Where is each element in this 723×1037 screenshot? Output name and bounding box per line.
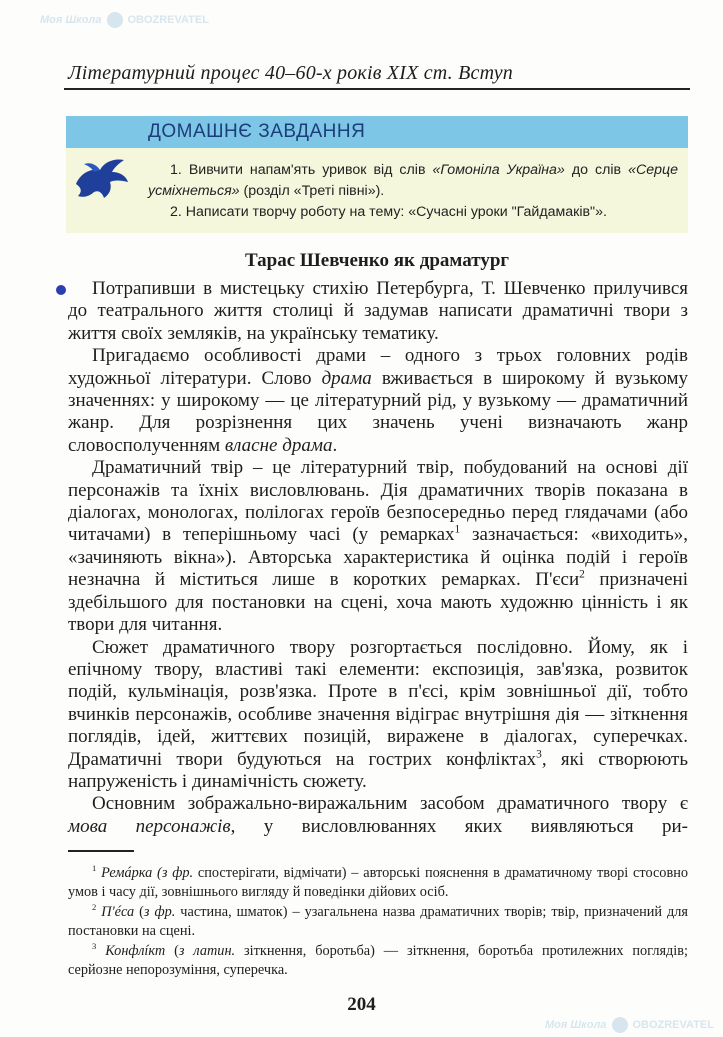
footnote <box>68 864 688 903</box>
text-run: вживається в широкому й вузькому значеннях: у широкому — це літературний рід, у вузькому — драматичний жанр. Для розрізнення цих значень учені визначають жанр словосполученням <box>68 367 688 456</box>
footnote-ref: 2 <box>579 568 585 581</box>
watermark-school: Моя Школа <box>545 1018 607 1031</box>
watermark-brand: OBOZREVATEL <box>127 13 209 26</box>
paragraph <box>68 278 688 345</box>
homework-box <box>66 116 688 233</box>
homework-title: ДОМАШНЄ ЗАВДАННЯ <box>148 121 366 142</box>
footnote-ref: 3 <box>536 748 542 761</box>
footnote-rule <box>68 850 134 852</box>
text-run <box>96 943 105 959</box>
footnote-ref: 1 <box>92 862 97 873</box>
footnote-ref: 1 <box>454 524 461 537</box>
text-run: , які створюють напруженість і динамічність сюжету. <box>68 748 688 792</box>
text-run: Драматичний твір – це літературний твір, побудований на основі дії персонажів та їхніх висловлювань. Дія драматичних творів показана в діалогах, монологах, полілогах героїв безпосередньо перед глядачами (або читачами) в теперішньому часі (у ремарках <box>68 457 688 546</box>
footnote-ref: 2 <box>92 901 97 912</box>
text-run: ( <box>134 903 144 920</box>
italic-term: Ремáрка (з фр. <box>101 864 194 881</box>
italic-term: з фр. <box>143 903 176 920</box>
footnotes <box>68 864 688 981</box>
footnote <box>68 903 688 942</box>
running-head: Літературний процес 40–60-х років XIX ст. Вступ <box>68 62 513 84</box>
footnote-ref: 3 <box>92 940 97 951</box>
watermark-school: Моя Школа <box>40 13 102 26</box>
italic-term: «Серце усміхнеться» <box>148 162 678 199</box>
italic-term: П'éса <box>101 903 135 920</box>
text-run: спостерігати, відмічати) – авторські пояснення в драматичному творі стосовно умов і часу дії, зовнішнього вигляду й поведінки дійових осіб. <box>68 864 688 901</box>
text-run: Потрапивши в мистецьку стихію Петербурга, Т. Шевченко прилучився до театрального життя столиці й задумав написати драматичні твори з життя своїх земляків, на українську тематику. <box>68 278 688 344</box>
body-section <box>66 278 688 838</box>
homework-title-band <box>66 116 688 148</box>
paragraph <box>68 457 688 636</box>
body-text <box>68 278 688 838</box>
text-run: (розділ «Треті півні»). <box>239 183 385 199</box>
italic-term: з латин. <box>178 942 236 959</box>
text-run: зазначається: «виходить», «зачиняють вікна»). Авторська характеристика й оцінка подій і героїв незначна й міститься лише в коротких ремарках. П'єси <box>68 524 688 591</box>
homework-list <box>148 160 678 223</box>
italic-term: власне драма <box>224 434 333 456</box>
text-run: 2. Написати творчу роботу на тему: «Сучасні уроки "Гайдамаків"». <box>170 204 607 220</box>
homework-item <box>148 160 678 202</box>
text-run: ( <box>165 942 179 959</box>
paragraph <box>68 793 688 838</box>
footnote <box>68 942 688 981</box>
bullet-marker <box>56 285 66 295</box>
text-run: 1. Вивчити напам'ять уривок від слів <box>170 162 433 178</box>
text-run: , у висловлюваннях яких виявляються ри- <box>230 815 688 837</box>
paragraph <box>68 345 688 457</box>
text-run: частина, шматок) – узагальнена назва драматичних творів; твір, призначений для постановки на сцені. <box>68 903 688 940</box>
text-run: Основним зображально-виражальним засобом драматичного твору є <box>92 793 688 815</box>
italic-term: Конфлíкт <box>105 942 166 959</box>
pegasus-icon <box>70 154 132 202</box>
section-title: Тарас Шевченко як драматург <box>244 250 510 271</box>
watermark-brand: OBOZREVATEL <box>632 1018 714 1031</box>
text-run: до слів <box>564 162 629 178</box>
homework-item <box>148 202 678 223</box>
header-rule <box>64 88 690 90</box>
text-run: зіткнення, боротьба) — зіткнення, боротьба протилежних поглядів; серйозне непорозуміння, суперечка. <box>68 942 688 979</box>
italic-term: мова персонажів <box>68 815 231 837</box>
paragraph <box>68 637 688 794</box>
page-number: 204 <box>347 993 376 1015</box>
italic-term: «Гомоніла Україна» <box>432 162 565 178</box>
text-run: . <box>332 434 338 456</box>
text-run: Сюжет драматичного твору розгортається послідовно. Йому, як і епічному твору, властиві такі елементи: експозиція, зав'язка, розвиток подій, кульмінація, розв'язка. Проте в п'єсі, крім зовнішньої дії, тобто вчинків персонажів, особливе значення відіграє внутрішня дія — зіткнення поглядів, ідей, життєвих позицій, виражене в діалогах, суперечках. Драматичні твори будуються на гострих конфліктах <box>68 636 688 770</box>
text-run: Пригадаємо особливості драми – одного з трьох головних родів художньої літератури. Слово <box>68 345 688 389</box>
text-run: призначені здебільшого для постановки на сцені, хоча мають художню цінність і як твори для читання. <box>68 569 688 636</box>
italic-term: драма <box>321 367 372 389</box>
